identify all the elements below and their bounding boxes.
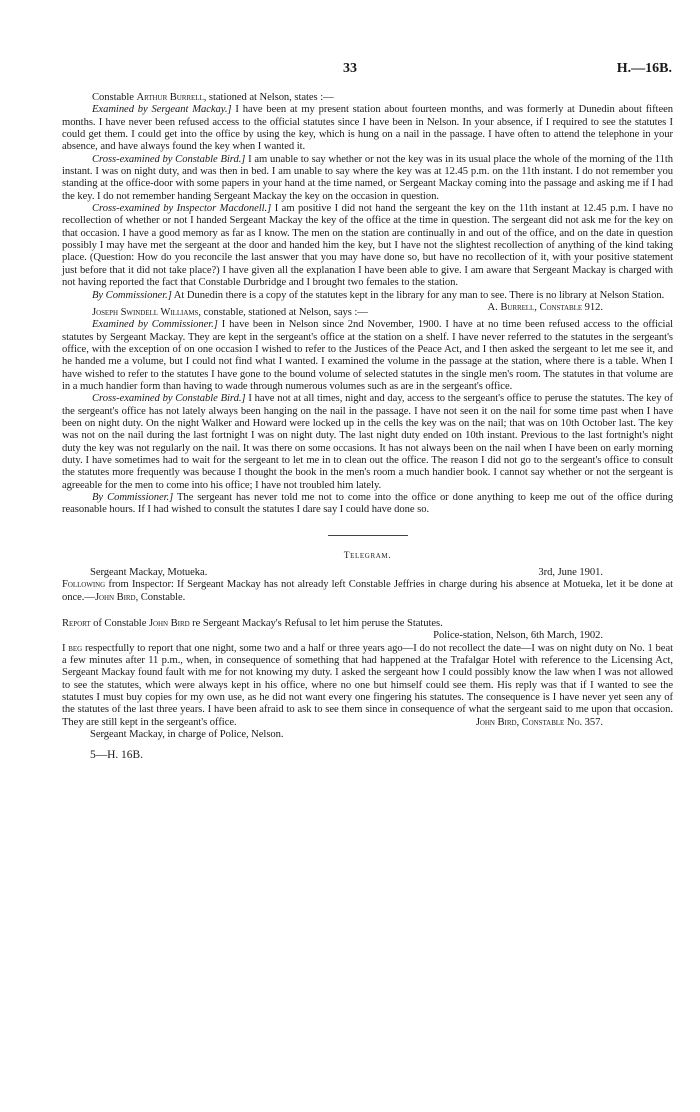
burrell-cross-macdonell: Cross-examined by Inspector Macdonell.] I am positive I did not hand the sergeant the key on the 11th instant at 12.45 p.m. I have no recollection of whether or not I handed Sergeant Mackay the key of the office at the time in question. The sergeant did not ask me for the key on that occasion. I have a good memory as far as I know. The men on the station are continually in and out of the office, and on the date in question possibly I may have met the sergeant at the door and handed him the key, but I have not the slightest recollection of anything of the kind taking place. (Question: How do you reconcile the last answer that you may have done so, but have no recollection of it, with your positive statement just before that it did not take place?) I have given all the explanation I have been able to give. I am aware that Sergeant Mackay is charged with not having reported the fact that Constable Durbridge and I brought two females to the station.: [62, 203, 673, 289]
witness-signature: A. Burrell, Constable 912.: [487, 301, 603, 313]
examination-label: Cross-examined by Constable Bird.]: [92, 393, 246, 405]
telegram-signature: John Bird: [94, 591, 136, 603]
williams-by-commissioner: By Commissioner.] The sergeant has never told me not to come into the office or done anything to keep me out of the office during reasonable hours. If I had wished to consult the statutes I dare say I could have done so.: [62, 492, 673, 516]
report-place-date: Police-station, Nelson, 6th March, 1902.: [433, 630, 603, 642]
page-number: 33: [343, 61, 357, 76]
report-recipient: Sergeant Mackay, in charge of Police, Nelson.: [90, 729, 284, 741]
burrell-by-commissioner: By Commissioner.] At Dunedin there is a copy of the statutes kept in the library for any man to see. There is no library at Nelson Station. A. Burrell, Constable 912.: [62, 290, 673, 302]
telegram-date: 3rd, June 1901.: [538, 567, 603, 579]
document-reference: H.—16B.: [616, 61, 672, 76]
examination-label: Cross-examined by Inspector Macdonell.]: [92, 203, 272, 215]
document-body: [62, 92, 673, 761]
examination-label: Examined by Sergeant Mackay.]: [92, 104, 232, 116]
section-divider: [328, 535, 408, 536]
witness-name: Joseph Swindell Williams: [92, 306, 199, 318]
burrell-examination: Examined by Sergeant Mackay.] I have been at my present station about fourteen months, and was formerly at Dunedin about fifteen months. I have never been refused access to the official statutes since I have been in Nelson. In your absence, if I required to see the statutes I could get them. I could get into the office by using the key, which is hung on a nail in the passage. I have often to attend the telephone in your absence, and have always found the key when I wanted it.: [62, 104, 673, 153]
examination-label: Cross-examined by Constable Bird.]: [92, 153, 246, 165]
examination-label: By Commissioner.]: [92, 492, 174, 503]
examination-label: By Commissioner.]: [92, 289, 172, 301]
witness-name: Arthur Burrell: [136, 92, 204, 103]
telegram-addressee: Sergeant Mackay, Motueka.: [90, 567, 208, 579]
williams-cross-bird: Cross-examined by Constable Bird.] I have not at all times, night and day, access to the sergeant's office to peruse the statutes. The key of the sergeant's office has not lately always been hanging on the nail in the passage. I have not seen it on the nail for some time past when I have been on night duty. On the night Walker and Howard were locked up in the cells the key was on the nail; that was on 10th October last. The key was not on the nail during the last fortnight I was on night duty. The last night duty ended on 10th instant. Previous to the last fortnight's night duty the key was not regularly on the nail. It was there on some occasions. It has not always been on the nail when I have been on early morning duty. I have sometimes had to wait for the sergeant to let me in to clean out the office. The reason I did not go to the sergeant's office to consult the statutes more frequently was because I thought the book in the men's room a much handier book. I cannot say whether or not the sergeant is agreeable for the men to come into his office; I have not troubled him lately.: [62, 393, 673, 491]
telegram-addressee-line: [62, 567, 673, 579]
telegram-body: Following from Inspector: If Sergeant Mackay has not already left Constable Jeffries in charge during his absence at Motueka, let it be done at once.—John Bird, Constable.: [62, 579, 673, 603]
burrell-intro: Constable Arthur Burrell, stationed at Nelson, states :—: [92, 92, 334, 103]
report-body: I beg respectfully to report that one night, some two and a half or three years ago—I do not recollect the date—I was on night duty on No. 1 beat a few minutes after 11 p.m., when, in consequence of something that had happened at the Trafalgar Hotel with reference to the Licensing Act, Sergeant Mackay found fault with me for not knowing my duty. I asked the sergeant how I could possibly know the law when I was not allowed to see the statutes, which were always kept in his office, where no one but himself could see them. His reply was that if I wanted to see the statutes I must buy copies for my own use, as he did not want every one fingering his statutes. The consequence is I have never yet seen any of the statutes of the last three years. I have been afraid to ask to see them since in consequence of what the sergeant said to me upon that occasion. They are still kept in the sergeant's office. John Bird, Constable No. 357.: [62, 642, 673, 728]
telegram-heading: Telegram.: [343, 550, 392, 561]
burrell-cross-bird: Cross-examined by Constable Bird.] I am unable to say whether or not the key was in its usual place the whole of the morning of the 11th instant. I was on night duty, and was then in bed. I am unable to say where the key was at 12.45 p.m. on the 11th instant. I do not remember you standing at the office-door with some papers in your hand at the time named, or Sergeant Mackay coming into the passage and asking me if I had the key. I do not remember handing Sergeant Mackay the key on the occasion in question.: [62, 153, 673, 202]
williams-intro: Joseph Swindell Williams, constable, stationed at Nelson, says :—: [92, 306, 368, 318]
examination-label: Examined by Commissioner.]: [92, 319, 218, 331]
williams-examination: Examined by Commissioner.] I have been in Nelson since 2nd November, 1900. I have at no time been refused access to the official statutes by Sergeant Mackay. They are kept in the sergeant's office at the station on a shelf. I have never referred to the statutes in the sergeant's office, with the exception of on one occasion I wished to refer to the Justices of the Peace Act, and I then asked the sergeant to let me see it, and he handed me a volume, but I could not find what I wanted. I examined the volume in the passage at the station, where there is a table. When I have wished to refer to the statutes I have gone to the bound volume of selected statutes in the single men's room. The statutes in that volume are in a much handier form than having to wade through numerous volumes such as are in the sergeant's office.: [62, 319, 673, 392]
report-signature: John Bird, Constable No. 357.: [475, 716, 603, 728]
report-title: Report of Constable John Bird re Sergeant Mackay's Refusal to let him peruse the Statutes.: [62, 618, 443, 630]
signature-mark: 5—H. 16B.: [90, 748, 143, 761]
